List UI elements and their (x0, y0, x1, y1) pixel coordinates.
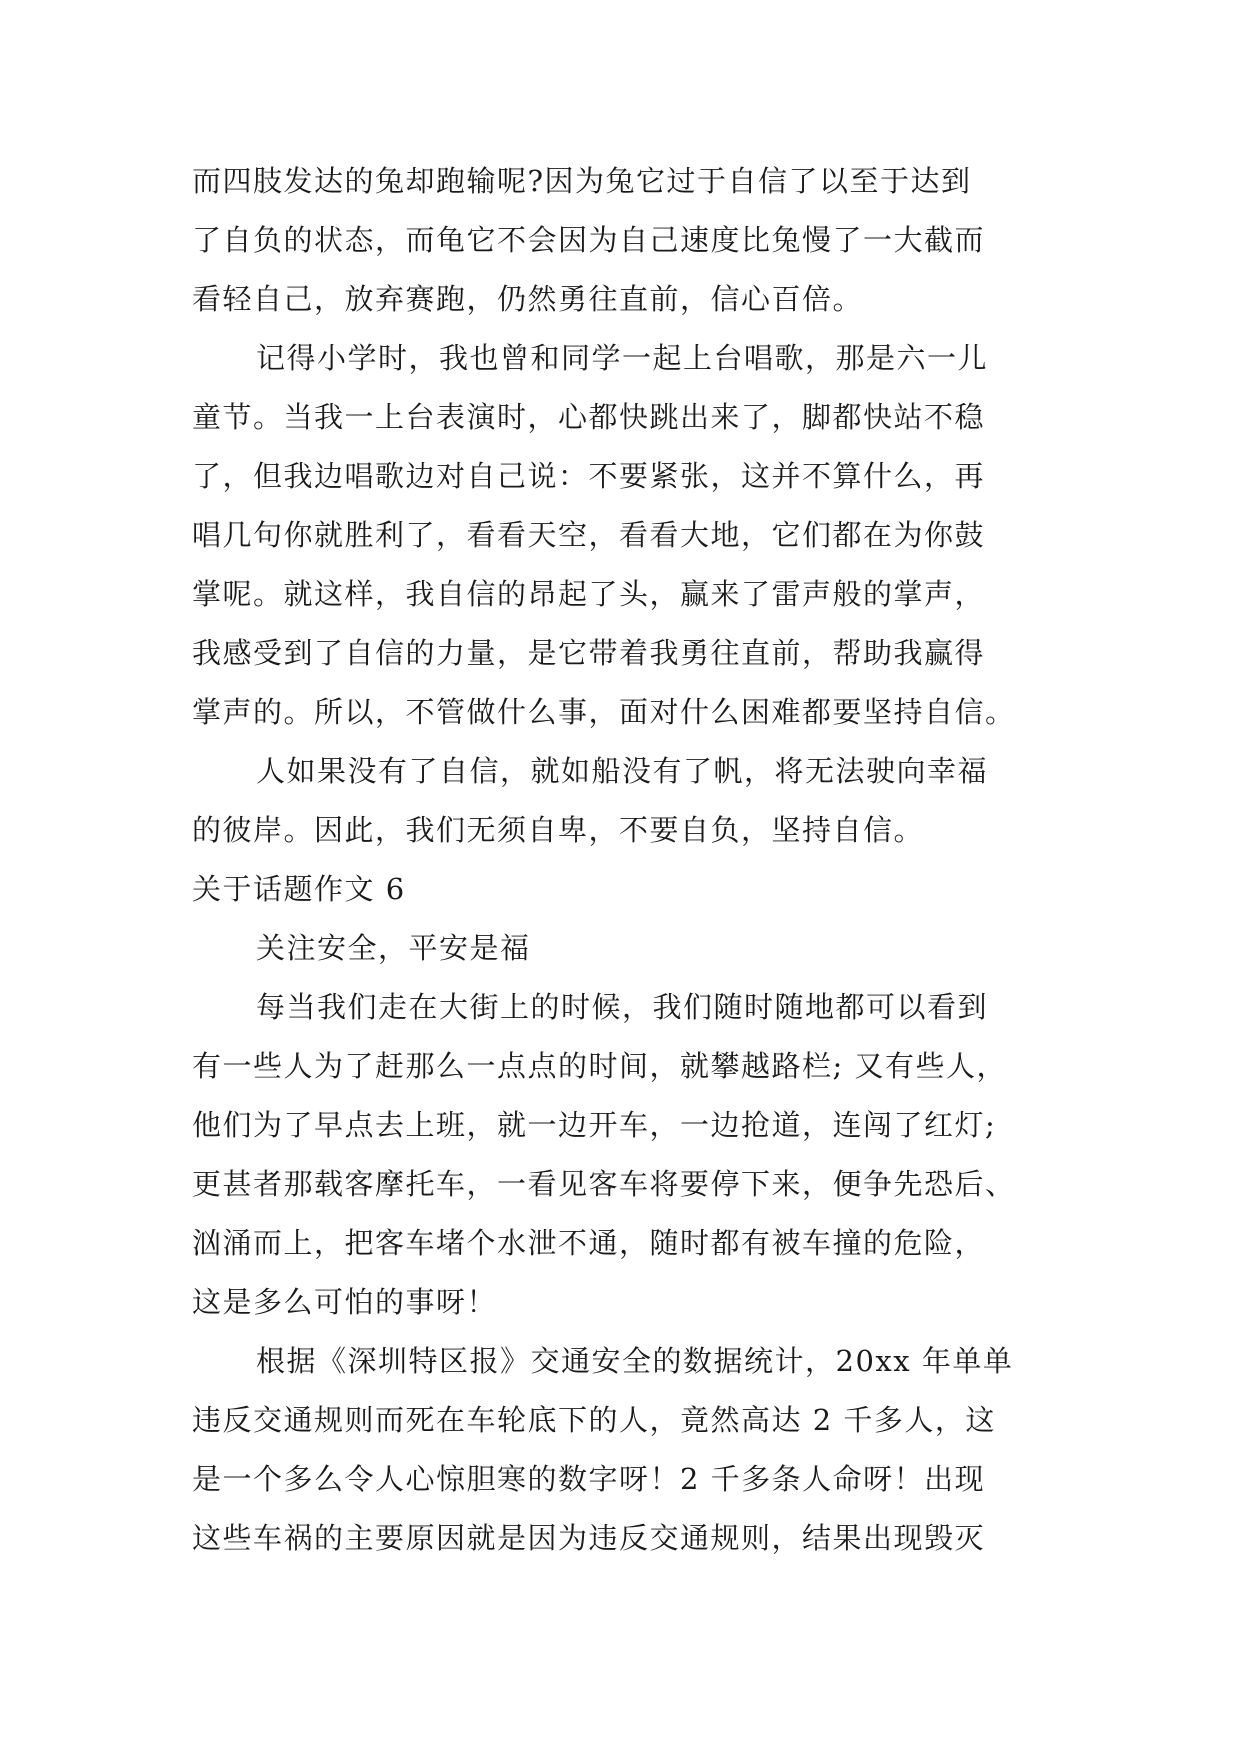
text-line: 更甚者那载客摩托车，一看见客车将要停下来，便争先恐后、 (192, 1167, 1016, 1201)
text-line: 了，但我边唱歌边对自己说：不要紧张，这并不算什么，再 (192, 459, 986, 493)
text-line: 唱几句你就胜利了，看看天空，看看大地，它们都在为你鼓 (192, 518, 986, 552)
essay-title: 关注安全，平安是福 (256, 931, 531, 965)
text-line: 有一些人为了赶那么一点点的时间，就攀越路栏; 又有些人， (192, 1049, 1007, 1083)
text-line: 童节。当我一上台表演时，心都快跳出来了，脚都快站不稳 (192, 400, 986, 434)
text-line: 掌呢。就这样，我自信的昂起了头，赢来了雷声般的掌声， (192, 577, 986, 611)
text-line: 违反交通规则而死在车轮底下的人，竟然高达 2 千多人，这 (192, 1403, 996, 1437)
text-line: 看轻自己，放弃赛跑，仍然勇往直前，信心百倍。 (192, 282, 864, 316)
paragraph-start-line: 人如果没有了自信，就如船没有了帆，将无法驶向幸福 (256, 754, 989, 788)
text-line: 的彼岸。因此，我们无须自卑，不要自负，坚持自信。 (192, 813, 925, 847)
text-line: 汹涌而上，把客车堵个水泄不通，随时都有被车撞的危险， (192, 1226, 986, 1260)
text-line: 了自负的状态，而龟它不会因为自己速度比兔慢了一大截而 (192, 223, 986, 257)
paragraph-start-line: 记得小学时，我也曾和同学一起上台唱歌，那是六一儿 (256, 341, 989, 375)
text-line: 是一个多么令人心惊胆寒的数字呀！2 千多条人命呀！出现 (192, 1462, 986, 1496)
text-line: 他们为了早点去上班，就一边开车，一边抢道，连闯了红灯; (192, 1108, 997, 1142)
text-line: 我感受到了自信的力量，是它带着我勇往直前，帮助我赢得 (192, 636, 986, 670)
paragraph-start-line: 根据《深圳特区报》交通安全的数据统计，20xx 年单单 (256, 1344, 1014, 1378)
paragraph-start-line: 每当我们走在大街上的时候，我们随时随地都可以看到 (256, 990, 989, 1024)
text-line: 这是多么可怕的事呀！ (192, 1285, 498, 1319)
text-line: 而四肢发达的兔却跑输呢?因为兔它过于自信了以至于达到 (192, 164, 972, 198)
text-line: 这些车祸的主要原因就是因为违反交通规则，结果出现毁灭 (192, 1521, 986, 1555)
section-heading: 关于话题作文 6 (192, 872, 406, 906)
document-body (192, 152, 1062, 1568)
text-line: 掌声的。所以，不管做什么事，面对什么困难都要坚持自信。 (192, 695, 1016, 729)
